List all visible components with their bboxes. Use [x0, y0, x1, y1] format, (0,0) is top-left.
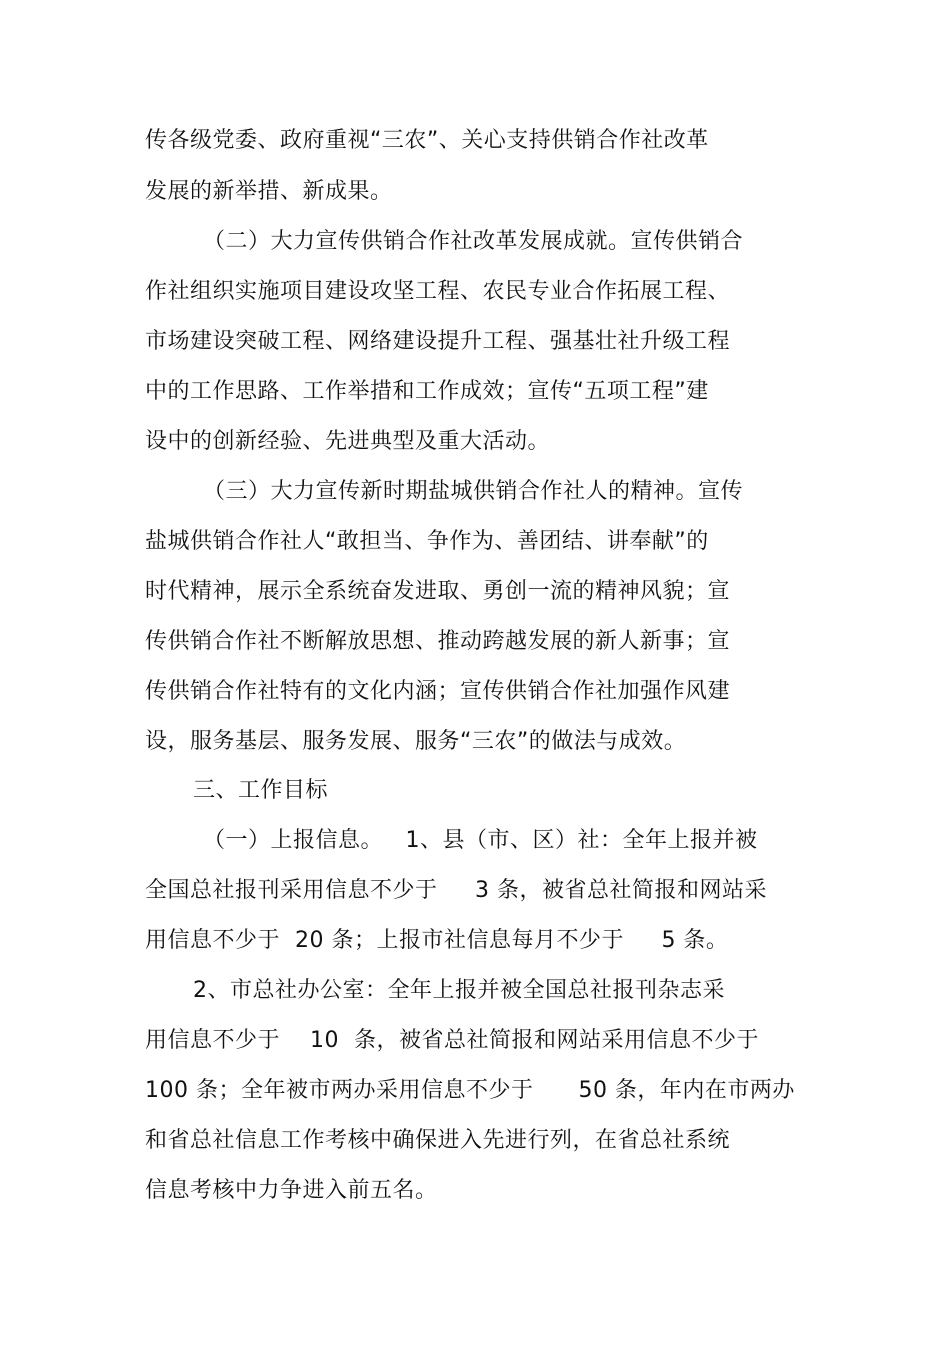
text-line: 用信息不少于 10 条，被省总社简报和网站采用信息不少于 — [145, 1028, 759, 1053]
text-line: 作社组织实施项目建设攻坚工程、农民专业合作拓展工程、 — [145, 279, 731, 304]
text-line: 100 条；全年被市两办采用信息不少于 50 条，年内在市两办 — [145, 1078, 795, 1103]
text-line: 和省总社信息工作考核中确保进入先进行列，在省总社系统 — [145, 1128, 731, 1153]
text-line: 时代精神，展示全系统奋发进取、勇创一流的精神风貌；宣 — [145, 579, 731, 604]
text-line: 盐城供销合作社人“敢担当、争作为、善团结、讲奉献”的 — [145, 529, 709, 554]
text-line: 发展的新举措、新成果。 — [145, 179, 393, 204]
text-line: 中的工作思路、工作举措和工作成效；宣传“五项工程”建 — [145, 379, 709, 404]
text-line: 用信息不少于 20 条；上报市社信息每月不少于 5 条。 — [145, 928, 729, 953]
text-line: 传供销合作社特有的文化内涵；宣传供销合作社加强作风建 — [145, 679, 731, 704]
text-line: 传供销合作社不断解放思想、推动跨越发展的新人新事；宣 — [145, 629, 731, 654]
text-line: 全国总社报刊采用信息不少于 3 条，被省总社简报和网站采 — [145, 878, 767, 903]
text-line: 设，服务基层、服务发展、服务“三农”的做法与成效。 — [145, 729, 687, 754]
text-line: （一）上报信息。 1、县（市、区）社：全年上报并被 — [203, 828, 758, 853]
text-line: 2、市总社办公室：全年上报并被全国总社报刊杂志采 — [193, 978, 725, 1003]
text-line: （三）大力宣传新时期盐城供销合作社人的精神。宣传 — [203, 479, 744, 504]
text-line: 市场建设突破工程、网络建设提升工程、强基壮社升级工程 — [145, 329, 731, 354]
text-line: （二）大力宣传供销合作社改革发展成就。宣传供销合 — [203, 229, 744, 254]
text-line: 设中的创新经验、先进典型及重大活动。 — [145, 429, 551, 454]
text-line: 传各级党委、政府重视“三农”、关心支持供销合作社改革 — [145, 128, 709, 153]
text-line: 信息考核中力争进入前五名。 — [145, 1178, 438, 1203]
section-heading: 三、工作目标 — [193, 778, 329, 803]
